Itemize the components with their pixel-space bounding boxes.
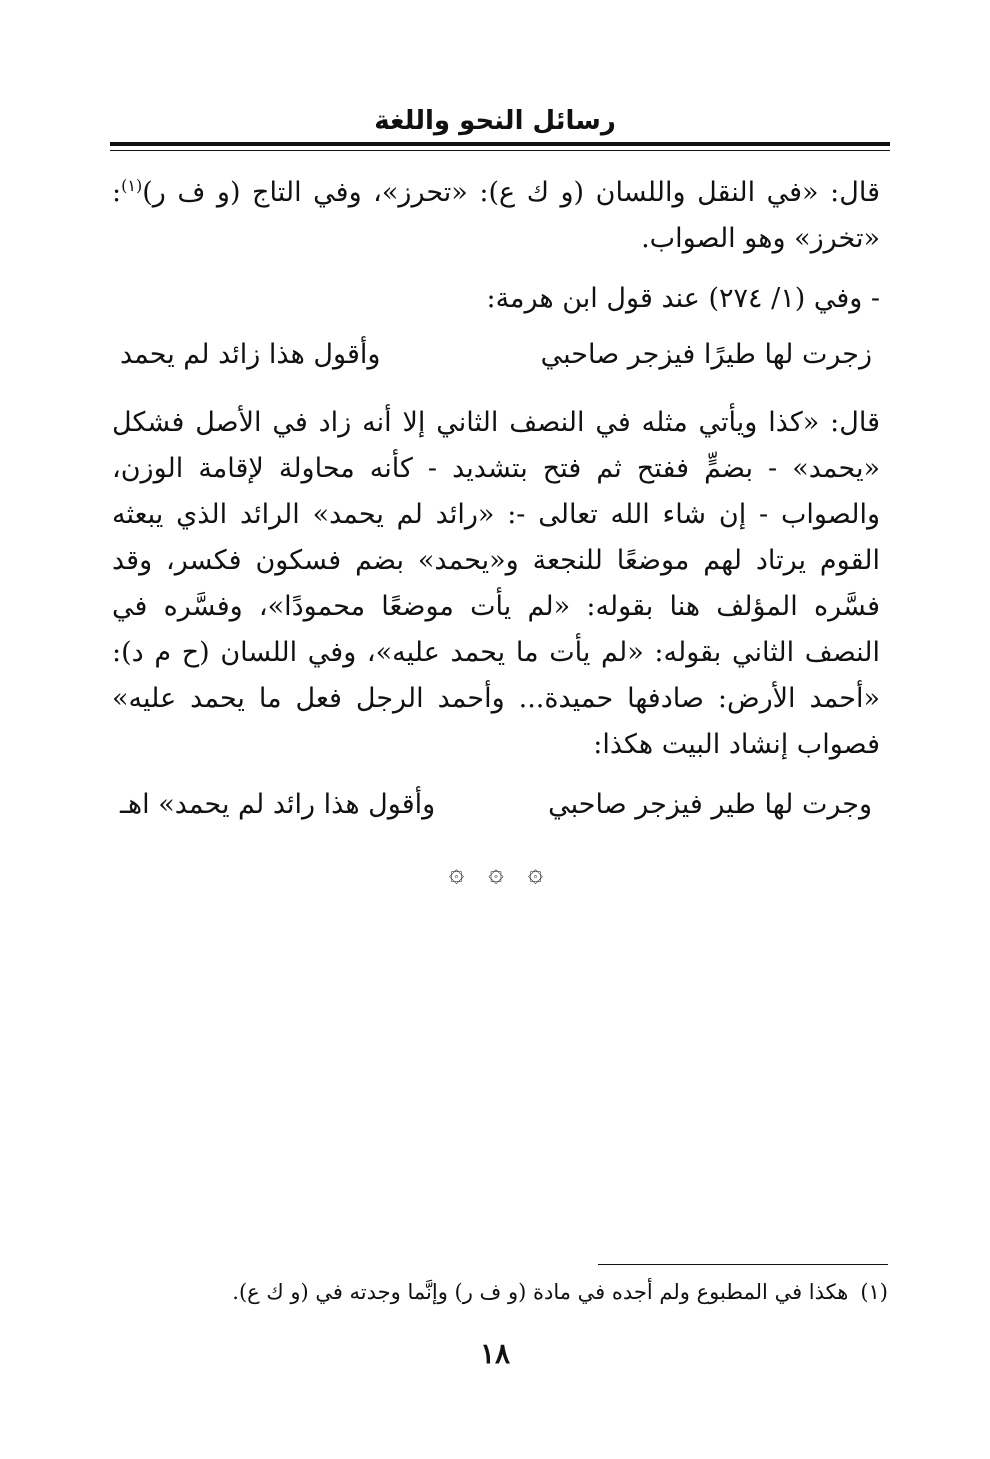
verse-2	[112, 782, 880, 828]
paragraph-1-text: قال: «في النقل واللسان (و ك ع): «تحرز»، وفي التاج (و ف ر)	[142, 177, 880, 208]
footnote-reference: (١)	[121, 176, 143, 195]
verse-1-second-hemistich: وأقول هذا زائد لم يحمد	[120, 339, 381, 370]
header-rule-thick	[110, 142, 890, 146]
footnote-marker: (١)	[860, 1280, 888, 1304]
footnote-separator	[598, 1264, 888, 1265]
footnote-text: هكذا في المطبوع ولم أجده في مادة (و ف ر) وإنَّما وجدته في (و ك ع).	[232, 1280, 849, 1304]
running-header-title: رسائل النحو واللغة	[374, 106, 616, 136]
ornament-icon: ۞	[527, 858, 544, 888]
footnote	[112, 1276, 888, 1308]
verse-1-first-hemistich: زجرت لها طيرًا فيزجر صاحبي	[540, 339, 872, 370]
verse-2-second-hemistich: وأقول هذا رائد لم يحمد» اهـ	[120, 789, 436, 820]
body-text	[112, 170, 880, 896]
page-number: ١٨	[479, 1337, 511, 1370]
paragraph-3: قال: «كذا ويأتي مثله في النصف الثاني إلا أنه زاد في الأصل فشكل «يحمد» - بضمٍّ ففتح ثم فتح بتشديد - كأنه محاولة لإقامة الوزن، والصواب - إن شاء الله تعالى -: «رائد لم يحمد» الرائد الذي يبعثه القوم يرتاد لهم موضعًا للنجعة و«يحمد» بضم فسكون فكسر، وقد فسَّره المؤلف هنا بقوله: «لم يأت موضعًا محمودًا»، وفسَّره في النصف الثاني بقوله: «لم يأت ما يحمد عليه»، وفي اللسان (ح م د): «أحمد الأرض: صادفها حميدة... وأحمد الرجل فعل ما يحمد عليه» فصواب إنشاد البيت هكذا:	[112, 407, 880, 760]
paragraph-1	[112, 170, 880, 262]
ornament-icon: ۞	[448, 858, 465, 888]
header-rule-thin	[110, 150, 890, 151]
section-ornaments	[112, 850, 880, 896]
verse-2-first-hemistich: وجرت لها طير فيزجر صاحبي	[548, 789, 872, 820]
ornament-icon: ۞	[488, 858, 504, 888]
paragraph-1-text-end: : «تخرز» وهو الصواب.	[112, 177, 880, 254]
paragraph-2: - وفي (١/ ٢٧٤) عند قول ابن هرمة:	[486, 283, 880, 314]
verse-1	[112, 332, 880, 378]
